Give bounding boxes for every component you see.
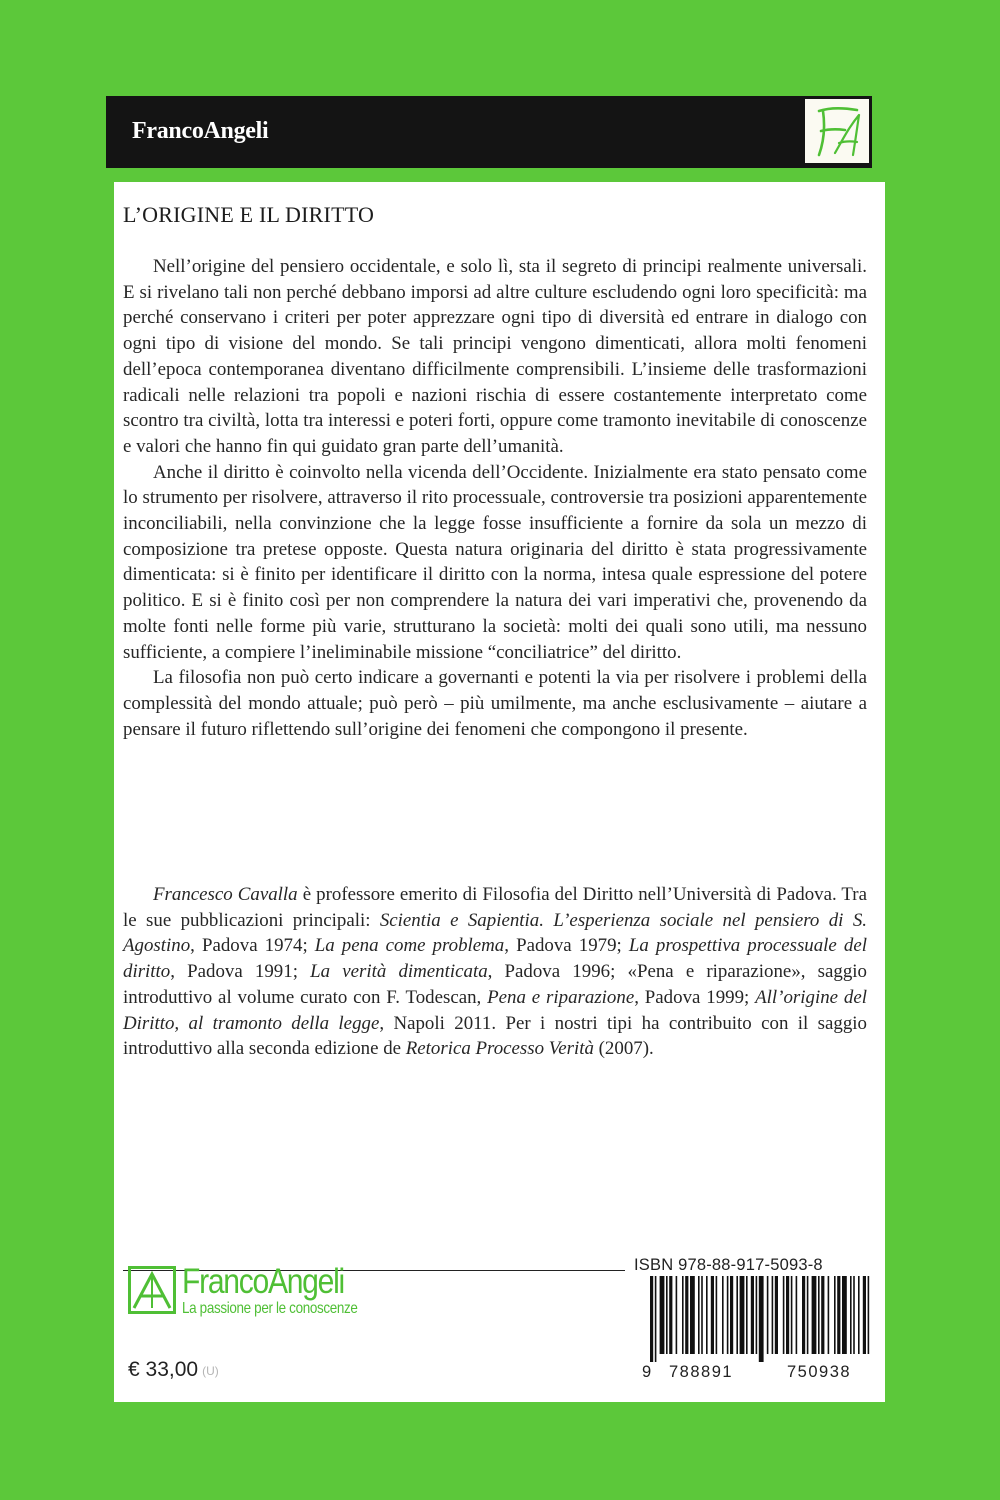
bio-text: , Napoli 2011. Per i nostri tipi ha contribuito con il saggio introduttivo alla seconda edizione de — [123, 1012, 867, 1060]
price — [128, 1358, 219, 1382]
bio-work: All’origine del Diritto, al tramonto della legge — [123, 986, 867, 1034]
blurb-paragraph: Nell’origine del pensiero occidentale, e solo lì, sta il segreto di principi realmente universali. E si rivelano tali non perché debbano imporsi ad altre culture escludendo ogni loro specificità: ma perché conservano i criteri per poter apprezzare ogni tipo di diversità ed entrare in dialogo con ogni tipo di visione del mondo. Se tali principi vengono dimenticati, allora molti fenomeni dell’epoca contemporanea diventano difficilmente comprensibili. L’insieme delle trasformazioni radicali nelle relazioni tra popoli e nazioni rischia di essere costantemente interpretato come scontro tra civiltà, lotta tra interessi e poteri forti, oppure come tramonto inevitabile di conoscenze e valori che hanno fin qui guidato gran parte dell’umanità. — [123, 256, 867, 457]
fa-monogram-logo — [802, 96, 872, 166]
bio-text: (2007). — [593, 1038, 654, 1060]
isbn-label: ISBN 978-88-917-5093-8 — [634, 1256, 823, 1274]
bio-work: Scientia e Sapientia. L’esperienza sociale nel pensiero di S. Agostino — [123, 909, 867, 957]
bio-text: , Padova 1974; — [190, 935, 315, 957]
publisher-name: FrancoAngeli — [132, 118, 269, 144]
bio-text: , Padova 1996; «Pena e riparazione», saggio introduttivo al volume curato con F. Todescan, — [123, 961, 867, 1008]
author-bio — [123, 882, 867, 1062]
back-cover-panel — [114, 182, 885, 1402]
blurb-paragraph: La filosofia non può certo indicare a governanti e potenti la via per risolvere i problemi della complessità del mondo attuale; può però – più umilmente, ma anche esclusivamente – aiutare a pensare il futuro riflettendo sull’origine dei fenomeni che compongono il presente. — [123, 667, 867, 740]
header-band — [106, 96, 872, 168]
price-code: (U) — [202, 1364, 219, 1378]
bio-work: La verità dimenticata — [310, 961, 488, 983]
price-value: € 33,00 — [128, 1358, 199, 1381]
brand-slogan: La passione per le conoscenze — [182, 1300, 358, 1317]
publisher-brand — [128, 1262, 458, 1322]
blurb-paragraph: Anche il diritto è coinvolto nella vicenda dell’Occidente. Inizialmente era stato pensato come lo strumento per risolvere, attraverso il rito processuale, controversie tra posizioni apparentemente inconciliabili, nella convinzione che la legge fosse insufficiente a fornire da sola un mezzo di composizione tra pretese opposte. Questa natura originaria del diritto è stata progressivamente dimenticata: si è finito per identificare il diritto con la norma, intesa quale espressione del potere politico. E si è finito così per non comprendere la natura dei vari imperativi che, provenendo da molte fonti nelle forme più varie, strutturano la società: molti dei quali sono utili, ma nessuno sufficiente, a compiere l’ineliminabile missione “conciliatrice” del diritto. — [123, 461, 867, 663]
brand-name: FrancoAngeli — [182, 1262, 344, 1301]
bio-text: è professore emerito di Filosofia del Diritto nell’Università di Padova. Tra le sue pubblicazioni principali: — [123, 884, 867, 931]
bio-work: Pena e riparazione — [487, 986, 635, 1008]
bio-text: , Padova 1999; — [634, 986, 756, 1008]
barcode-icon — [650, 1276, 874, 1362]
author-name: Francesco Cavalla — [153, 884, 298, 905]
barcode-right-digits: 750938 — [787, 1363, 852, 1381]
blurb — [123, 254, 867, 742]
bio-text: , Padova 1991; — [170, 961, 311, 983]
book-title: L’ORIGINE E IL DIRITTO — [123, 202, 375, 227]
bio-work: La prospettiva processuale del diritto — [123, 935, 867, 983]
bio-work: La pena come problema — [314, 935, 505, 957]
publisher-logo-icon — [128, 1266, 176, 1314]
bio-text: , Padova 1979; — [504, 935, 629, 957]
barcode-first-digit: 9 — [642, 1363, 653, 1381]
bio-work: Retorica Processo Verità — [405, 1038, 594, 1060]
barcode-left-digits: 788891 — [669, 1363, 734, 1381]
